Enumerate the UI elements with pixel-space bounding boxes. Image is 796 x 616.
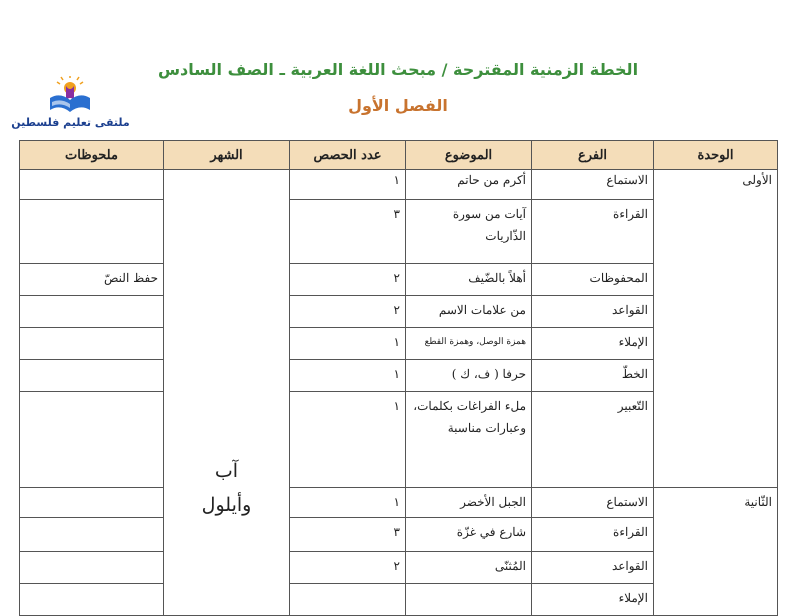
branch-cell: الخطّ [532,360,654,392]
topic-cell: آيات من سورة الذّاريات [406,200,532,264]
note-cell [20,552,164,584]
unit-cell: الأولى [654,170,778,488]
table-row [20,170,778,200]
branch-cell: التّعبير [532,392,654,488]
branch-cell: الاستماع [532,170,654,200]
note-cell [20,296,164,328]
note-cell [20,518,164,552]
count-cell: ١ [290,360,406,392]
branch-cell: القواعد [532,296,654,328]
count-cell: ٢ [290,296,406,328]
count-cell: ٣ [290,200,406,264]
branch-cell: القراءة [532,200,654,264]
branch-cell: المحفوظات [532,264,654,296]
table-row [20,488,778,518]
count-cell: ٢ [290,264,406,296]
count-cell: ١ [290,328,406,360]
topic-cell: همزة الوصل، وهمزة القطع [406,328,532,360]
topic-cell: أهلاً بالضّيف [406,264,532,296]
count-cell: ١ [290,488,406,518]
topic-cell: الجبل الأخضر [406,488,532,518]
branch-cell: الاستماع [532,488,654,518]
col-header-notes: ملحوظات [20,141,164,170]
month-line-2: وأيلول [201,493,252,516]
count-cell [290,584,406,616]
note-cell [20,360,164,392]
col-header-unit: الوحدة [654,141,778,170]
topic-cell: شارع في غزّة [406,518,532,552]
page-title: الخطة الزمنية المقترحة / مبحث اللغة العربية ـ الصف السادس [157,60,639,79]
col-header-count: عدد الحصص [290,141,406,170]
count-cell: ١ [290,170,406,200]
note-cell [20,584,164,616]
plan-table [19,140,778,616]
col-header-month: الشهر [164,141,290,170]
count-cell: ١ [290,392,406,488]
page-subtitle: الفصل الأول [348,96,448,115]
branch-cell: الإملاء [532,584,654,616]
topic-cell: ملء الفراغات بكلمات، وعبارات مناسبة [406,392,532,488]
unit-cell: الثّانية [654,488,778,616]
note-cell [20,328,164,360]
branch-cell: الإملاء [532,328,654,360]
table-header-row [20,141,778,170]
count-cell: ٣ [290,518,406,552]
col-header-branch: الفرع [532,141,654,170]
col-header-topic: الموضوع [406,141,532,170]
month-line-1: آب [214,459,239,482]
note-cell [20,392,164,488]
note-cell: حفظ النصّ [20,264,164,296]
topic-cell: حرفا ( ف، ك ) [406,360,532,392]
note-cell [20,488,164,518]
note-cell [20,200,164,264]
branch-cell: القواعد [532,552,654,584]
topic-cell: المُثنّى [406,552,532,584]
logo-text: ملتقى تعليم فلسطين [11,116,130,129]
note-cell [20,170,164,200]
topic-cell [406,584,532,616]
topic-cell: أكرم من حاتم [406,170,532,200]
topic-cell: من علامات الاسم [406,296,532,328]
branch-cell: القراءة [532,518,654,552]
month-cell [164,170,290,616]
count-cell: ٢ [290,552,406,584]
